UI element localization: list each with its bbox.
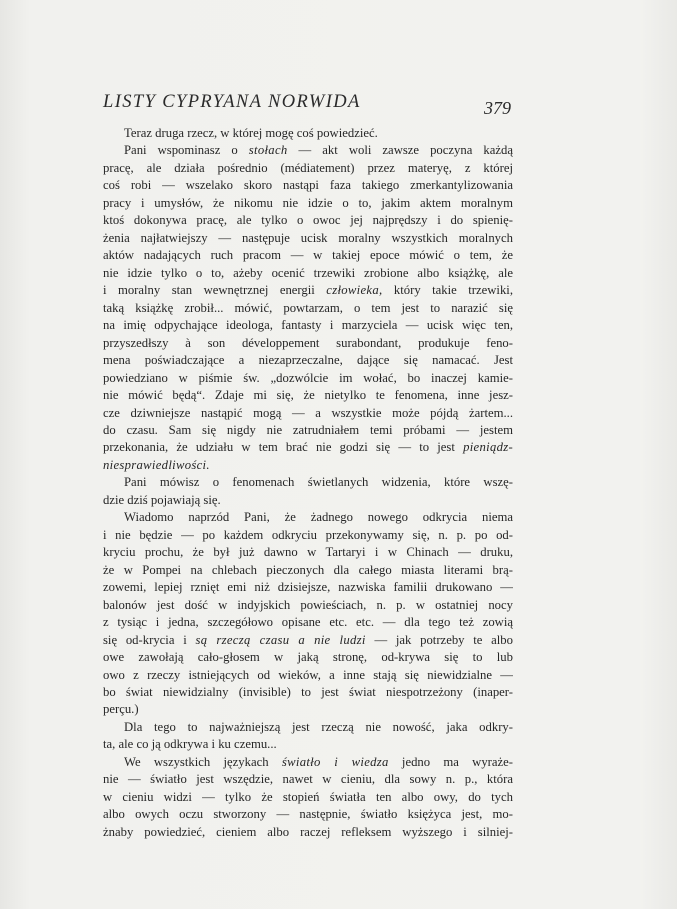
text-line	[103, 614, 513, 631]
text-line	[103, 544, 513, 561]
text-segment: i nie będzie — po każdem odkryciu przekonywamy się, n. p. po od-	[103, 527, 513, 542]
text-segment: cze dziwniejsze nastąpić mogą — a wszystkie może pójdą żartem...	[103, 405, 513, 420]
text-segment: na imię odpychające ideologa, fantasty i marzyciela — ucisk więc ten,	[103, 318, 513, 333]
text-segment: i moralny stan wewnętrznej energii	[103, 283, 327, 298]
text-segment: w cieniu widzi — tylko że stopień światła ten albo owy, do tych	[103, 789, 513, 804]
text-line	[103, 771, 513, 788]
text-segment: że w Pompei na chlebach pieczonych dla całego miasta literami brą-	[103, 562, 513, 577]
text-segment: bo świat niewidzialny (invisible) to jest świat niespotrzeżony (inaper-	[103, 685, 513, 699]
text-segment: mena poświadczające a niezaprzeczalne, dające się namacać. Jest	[103, 353, 513, 368]
text-segment: Wiadomo naprzód Pani, że żadnego nowego odkrycia niema	[124, 510, 513, 525]
emphasized-text: stołach	[248, 143, 288, 158]
text-line	[103, 457, 513, 474]
text-line	[103, 195, 513, 212]
text-segment: We wszystkich językach	[124, 754, 282, 769]
text-line	[103, 632, 513, 649]
text-line	[103, 474, 513, 491]
emphasized-text: człowieka,	[326, 283, 383, 298]
text-segment: do czasu. Sam się nigdy nie zatrudniałem temi próbami — jestem	[103, 422, 513, 437]
text-line	[103, 719, 513, 736]
text-line	[103, 177, 513, 194]
text-line	[103, 562, 513, 579]
text-line	[103, 387, 513, 404]
text-segment: przekonania, że udziału w tem brać nie godzi się — to jest	[103, 440, 464, 455]
text-segment: nie mówić będą“. Zdaje mi się, że nietylko te fenomena, inne jesz-	[103, 388, 513, 403]
text-segment: — akt woli zawsze poczyna każdą	[287, 143, 513, 158]
text-segment: perçu.)	[103, 702, 139, 717]
text-line	[103, 160, 513, 177]
text-segment: Pani wspominasz o	[124, 143, 249, 158]
text-line	[103, 824, 513, 841]
text-line	[103, 212, 513, 229]
text-line	[103, 352, 513, 369]
text-line	[103, 649, 513, 666]
text-line	[103, 282, 513, 299]
text-segment: z tysiąc i jedna, szczegółowo opisane etc. etc. — dla tego też zowią	[103, 615, 513, 630]
text-line	[103, 701, 513, 718]
text-line	[103, 335, 513, 352]
text-line	[103, 370, 513, 387]
text-segment: pracy i umysłów, że nikomu nie idzie o to, jakim aktem moralnym	[103, 195, 513, 210]
text-segment: dzie dziś pojawiają się.	[103, 492, 221, 507]
text-segment: zowemi, lepiej rznięt emi niż dzisiejsze, nazwiska familii drukowano —	[103, 580, 513, 595]
text-segment: ktoś dokonywa pracę, ale tylko o owoc jej najprędszy i do spienię-	[103, 213, 513, 228]
text-segment: pracę, ale działa pośrednio (médiatement) przez materyę, z której	[103, 160, 513, 175]
text-line	[103, 125, 513, 142]
text-line	[103, 230, 513, 247]
text-line	[103, 422, 513, 439]
text-line	[103, 789, 513, 806]
text-segment: ta, ale co ją odkrywa i ku czemu...	[103, 737, 277, 752]
text-segment: coś robi — wszelako skoro nastąpi faza takiego zmerkantylizowania	[103, 178, 513, 193]
text-segment: nie idzie tylko o to, ażeby ocenić trzewiki zrobione albo książkę, ale	[103, 265, 513, 280]
body-text	[103, 125, 513, 841]
text-segment: żnaby powiedzieć, cieniem albo raczej refleksem wyższego i silniej-	[103, 824, 513, 839]
text-line	[103, 684, 513, 701]
text-line	[103, 317, 513, 334]
text-line	[103, 439, 513, 456]
text-segment: owe zawołają cało-głosem w jaką stronę, od-krywa się to lub	[103, 650, 513, 665]
text-segment: się od-krycia i	[103, 632, 196, 647]
text-line	[103, 527, 513, 544]
text-line	[103, 405, 513, 422]
emphasized-text: niesprawiedliwości.	[103, 457, 210, 472]
text-segment: powiedziano w piśmie św. „dozwólcie im wołać, bo inaczej kamie-	[103, 370, 513, 385]
text-segment: Teraz druga rzecz, w której mogę coś powiedzieć.	[124, 126, 378, 140]
text-segment: owo z rzeczy istniejących od wieków, a inne stają się niewidzialne —	[103, 667, 513, 682]
text-segment: taką książkę zrobił... mówić, powtarzam, o tem jest to narazić się	[103, 300, 513, 315]
text-segment: Pani mówisz o fenomenach świetlanych widzenia, które wszę-	[124, 475, 513, 490]
page-header	[103, 92, 513, 116]
text-segment: — jak potrzeby te albo	[365, 632, 513, 647]
text-line	[103, 247, 513, 264]
text-segment: balonów jest dość w indyjskich powieściach, n. p. w ostatniej nocy	[103, 597, 513, 612]
text-line	[103, 142, 513, 159]
text-line	[103, 300, 513, 317]
text-line	[103, 265, 513, 282]
text-segment: przyszedłszy à son développement surabondant, produkuje feno-	[103, 335, 513, 350]
text-segment: aktów nadających ruch pracom — w takiej epoce mówić o tem, że	[103, 248, 513, 263]
text-line	[103, 597, 513, 614]
text-line	[103, 579, 513, 596]
page-number: 379	[484, 98, 511, 118]
text-segment: jedno ma wyraże-	[388, 754, 513, 769]
text-line	[103, 806, 513, 823]
text-segment: nie — światło jest wszędzie, nawet w cieniu, dla sowy n. p., która	[103, 772, 513, 787]
text-line	[103, 754, 513, 771]
text-line	[103, 509, 513, 526]
emphasized-text: są rzeczą czasu a nie ludzi	[195, 632, 366, 647]
text-line	[103, 492, 513, 509]
text-segment: kryciu prochu, że był już dawno w Tartaryi i w Chinach — druku,	[103, 545, 513, 560]
emphasized-text: światło i wiedza	[281, 754, 389, 769]
text-segment: żenia najłatwiejszy — następuje ucisk moralny wszystkich moralnych	[103, 230, 513, 245]
emphasized-text: pieniądz-	[463, 440, 513, 455]
running-title: LISTY CYPRYANA NORWIDA	[103, 92, 361, 112]
text-segment: albo owych oczu stworzony — następnie, światło księżyca jest, mo-	[103, 807, 513, 822]
text-segment: który takie trzewiki,	[382, 283, 513, 298]
text-line	[103, 736, 513, 753]
text-segment: Dla tego to najważniejszą jest rzeczą nie nowość, jaka odkry-	[124, 719, 513, 734]
text-line	[103, 667, 513, 684]
